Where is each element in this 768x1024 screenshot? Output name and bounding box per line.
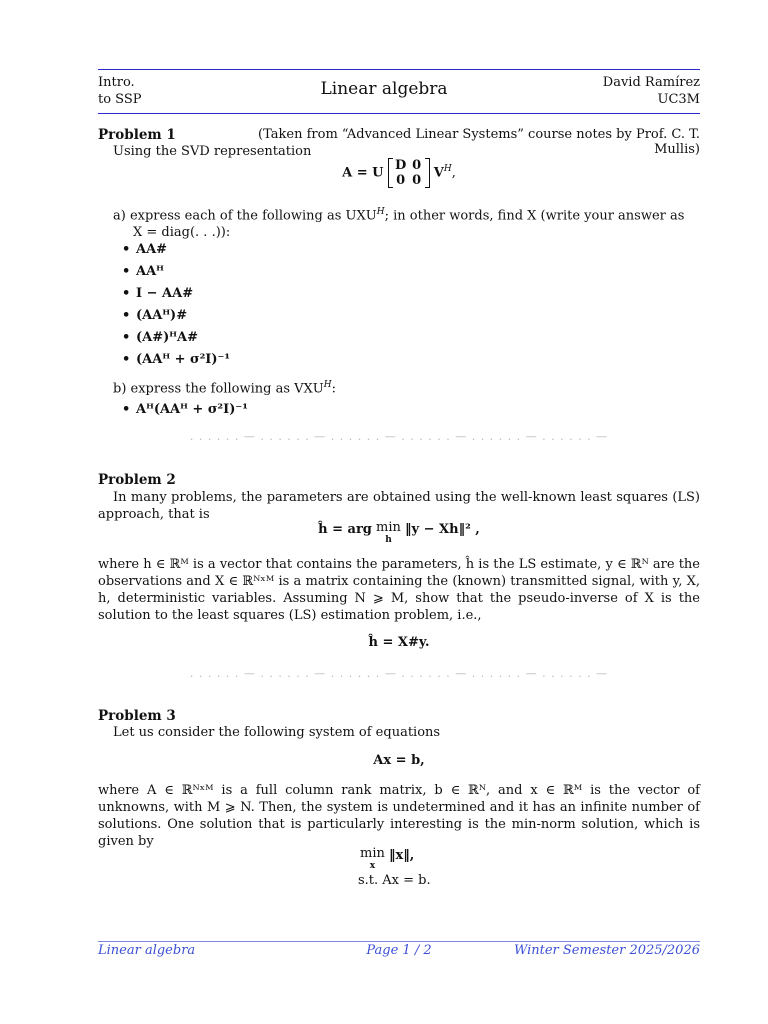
part-a-text: a) express each of the following as UXU [113, 208, 377, 224]
item-a-1: • AA# [136, 242, 167, 257]
svd-eq-rhs: V [433, 165, 444, 181]
header-course-line2: to SSP [98, 92, 142, 107]
footer-left: Linear algebra [98, 943, 196, 958]
part-a-line2: X = diag(. . .)): [133, 225, 231, 241]
problem2-title: Problem 2 [98, 472, 176, 488]
min-norm-expr: ‖x‖, [389, 848, 415, 863]
header-affiliation: UC3M [657, 92, 700, 107]
footer-right: Winter Semester 2025/2026 [513, 943, 700, 958]
min-operator: min [360, 846, 385, 861]
item-a-4: • (AAᴴ)# [136, 308, 187, 323]
ls-equation [98, 522, 700, 546]
part-a-text-rest: ; in other words, find X (write your answer as [384, 208, 685, 224]
matrix-cell: 0 [412, 158, 422, 173]
problem2-para1: In many problems, the parameters are obtained using the well-known least squares (LS) approach, that is [98, 490, 700, 522]
min-operator: min [376, 520, 401, 535]
header-bottom-rule [98, 113, 700, 114]
header-left [98, 74, 142, 108]
pseudo-inverse-equation: ĥ = X#y. [368, 635, 430, 650]
problem3-para1: Let us consider the following system of equations [113, 725, 441, 740]
header-title: Linear algebra [320, 79, 448, 99]
item-b-1: • Aᴴ(AAᴴ + σ²I)⁻¹ [136, 402, 248, 417]
header-right [500, 74, 700, 108]
footer-rule [98, 941, 700, 942]
min-norm-objective [360, 848, 414, 872]
matrix-cell: 0 [396, 173, 406, 188]
item-a-5: • (A#)ᴴA# [136, 330, 198, 345]
item-a-2: • AAᴴ [136, 264, 164, 279]
problem1-source: (Taken from “Advanced Linear Systems” course notes by Prof. C. T. Mullis) [258, 127, 700, 157]
header-author: David Ramírez [602, 75, 700, 90]
problem1-title: Problem 1 [98, 127, 176, 143]
svd-equation [98, 158, 700, 188]
matrix-cell: 0 [412, 173, 422, 188]
header-course-line1: Intro. [98, 75, 135, 90]
system-equation: Ax = b, [373, 753, 425, 768]
part-a-sup: H [376, 207, 385, 217]
svd-eq-end: , [451, 165, 456, 181]
separator-1: . . . . . . — . . . . . . — . . . . . . — . . . . . . — . . . . . . — . . . . . . — [189, 430, 609, 443]
problem2-para2: where h ∈ ℝᴹ is a vector that contains the parameters, ĥ is the LS estimate, y ∈ ℝᴺ are the observations and X ∈ ℝᴺˣᴹ is a matrix containing the (known) transmitted signal, with y, X, h, deterministic variables. Assuming N ⩾ M, show that the pseudo-inverse of X is the solution to the least squares (LS) estimation problem, i.e., [98, 557, 700, 623]
problem3-title: Problem 3 [98, 708, 176, 724]
part-b-end: : [331, 381, 336, 397]
problem1-intro: Using the SVD representation [113, 144, 312, 159]
min-norm-min [360, 848, 385, 872]
ls-eq-lhs: ĥ = arg [318, 522, 372, 537]
ls-argmin [376, 522, 401, 546]
svd-eq-sup: H [443, 164, 452, 175]
min-norm-constraint: s.t. Ax = b. [358, 873, 431, 888]
separator-2: . . . . . . — . . . . . . — . . . . . . — . . . . . . — . . . . . . — . . . . . . — [189, 667, 609, 680]
part-b-text: b) express the following as VXU [113, 381, 324, 397]
matrix-cell: D [395, 158, 407, 173]
header-top-rule [98, 69, 700, 70]
item-a-6: • (AAᴴ + σ²I)⁻¹ [136, 352, 230, 367]
svd-block-matrix [388, 158, 430, 188]
problem1-part-b [113, 380, 336, 396]
svd-eq-lhs: A = U [342, 165, 384, 181]
ls-eq-rhs: ‖y − Xh‖² , [405, 522, 480, 537]
problem1-part-a [113, 204, 700, 241]
item-a-3: • I − AA# [136, 286, 193, 301]
min-subscript: x [369, 861, 376, 871]
footer-page-number: Page 1 / 2 [366, 943, 432, 958]
part-b-sup: H [323, 380, 332, 390]
min-subscript: h [385, 535, 392, 545]
problem3-para2: where A ∈ ℝᴺˣᴹ is a full column rank matrix, b ∈ ℝᴺ, and x ∈ ℝᴹ is the vector of unknowns, with M ⩾ N. Then, the system is undetermined and it has an infinite number of solutions. One solution that is particularly interesting is the min-norm solution, which is given by [98, 783, 700, 849]
